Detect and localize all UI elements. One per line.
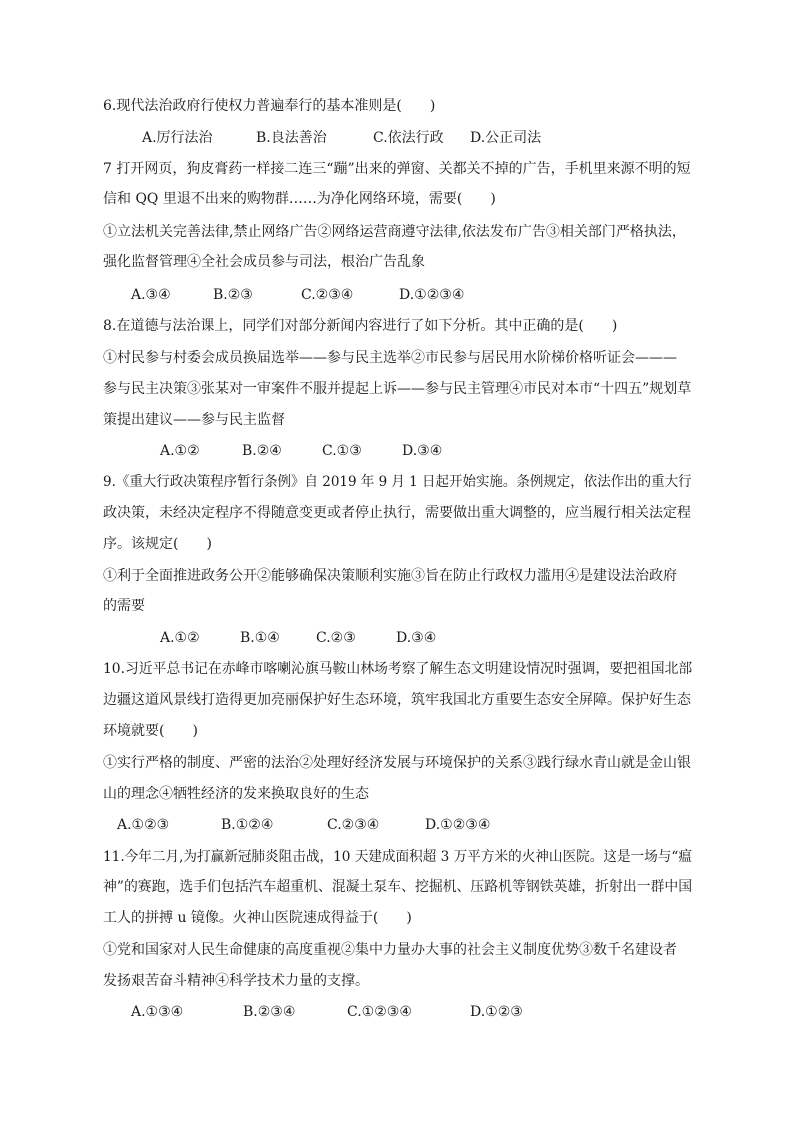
q8-statements-line-1: ①村民参与村委会成员换届选举——参与民主选举②市民参与居民用水阶梯价格听证会——— bbox=[103, 350, 677, 366]
q11-stem-line-1: 11.今年二月,为打赢新冠肺炎阻击战，10 天建成面积超 3 万平方米的火神山医院。这是一场与“瘟 bbox=[103, 849, 692, 865]
q10-option-a: A.①②③ bbox=[117, 817, 170, 833]
q11-stem-line-2: 神”的赛跑，选手们包括汽车超重机、混凝土泵车、挖掘机、压路机等钢铁英雄，折射出一群中国 bbox=[103, 879, 693, 895]
q8-statements-line-2: 参与民主决策③张某对一审案件不服并提起上诉——参与民主管理④市民对本市“十四五”规划草 bbox=[103, 381, 692, 397]
q7-stem-line-1: 7 打开网页，狗皮膏药一样接二连三“蹦”出来的弹窗、关都关不掉的广告，手机里来源不明的短 bbox=[103, 161, 691, 177]
q11-option-c: C.①②③④ bbox=[347, 1004, 412, 1020]
q9-stem-line-3: 序。该规定( ) bbox=[103, 536, 212, 552]
q11-statements-line-2: 发扬艰苦奋斗精神④科学技术力量的支撑。 bbox=[103, 973, 369, 989]
q10-statements-line-1: ①实行严格的制度、严密的法治②处理好经济发展与环境保护的关系③践行绿水青山就是金山银 bbox=[103, 755, 691, 771]
q8-stem: 8.在道德与法治课上，同学们对部分新闻内容进行了如下分析。其中正确的是( ) bbox=[103, 318, 618, 334]
q9-option-c: C.②③ bbox=[316, 630, 356, 646]
q9-option-a: A.①② bbox=[160, 630, 200, 646]
q8-option-d: D.③④ bbox=[402, 443, 443, 459]
q8-option-c: C.①③ bbox=[322, 443, 362, 459]
q10-statements-line-2: 山的理念④牺牲经济的发来换取良好的生态 bbox=[103, 786, 369, 802]
q9-stem-line-1: 9.《重大行政决策程序暂行条例》自 2019 年 9 月 1 日起开始实施。条例规定，依法作出的重大行 bbox=[103, 474, 692, 490]
q7-option-c: C.②③④ bbox=[301, 287, 354, 303]
q7-option-b: B.②③ bbox=[213, 287, 253, 303]
q8-statements-line-3: 策提出建议——参与民主监督 bbox=[103, 412, 285, 428]
q6-option-b: B.良法善治 bbox=[256, 130, 327, 146]
q6-stem: 6.现代法治政府行使权力普遍奉行的基本准则是( ) bbox=[103, 98, 436, 114]
q11-option-a: A.①③④ bbox=[131, 1004, 184, 1020]
q8-option-a: A.①② bbox=[160, 443, 200, 459]
q9-stem-line-2: 政决策，未经决定程序不得随意变更或者停止执行，需要做出重大调整的，应当履行相关法定程 bbox=[103, 505, 691, 521]
q9-option-d: D.③④ bbox=[396, 630, 437, 646]
q11-option-d: D.①②③ bbox=[470, 1004, 523, 1020]
q10-option-d: D.①②③④ bbox=[425, 817, 491, 833]
q9-statements-line-1: ①利于全面推进政务公开②能够确保决策顺利实施③旨在防止行政权力滥用④是建设法治政府 bbox=[103, 568, 677, 584]
q6-option-a: A.厉行法治 bbox=[142, 130, 213, 146]
q7-statements-line-2: 强化监督管理④全社会成员参与司法，根治广告乱象 bbox=[103, 254, 425, 270]
q10-stem-line-1: 10.习近平总书记在赤峰市喀喇沁旗马鞍山林场考察了解生态文明建设情况时强调，要把祖国北部 bbox=[103, 661, 693, 677]
q7-option-d: D.①②③④ bbox=[399, 287, 465, 303]
q7-statements-line-1: ①立法机关完善法律,禁止网络广告②网络运营商遵守法律,依法发布广告③相关部门严格执法， bbox=[103, 224, 686, 240]
q11-stem-line-3: 工人的拼搏 u 镜像。火神山医院速成得益于( ) bbox=[103, 910, 412, 926]
q6-option-d: D.公正司法 bbox=[470, 130, 542, 146]
q11-statements-line-1: ①党和国家对人民生命健康的高度重视②集中力量办大事的社会主义制度优势③数千名建设者 bbox=[103, 942, 677, 958]
q9-statements-line-2: 的需要 bbox=[103, 598, 145, 614]
q8-option-b: B.②④ bbox=[242, 443, 282, 459]
q10-stem-line-3: 环境就要( ) bbox=[103, 723, 198, 739]
q10-stem-line-2: 边疆这道风景线打造得更加亮丽保护好生态环境，筑牢我国北方重要生态安全屏障。保护好生态 bbox=[103, 692, 691, 708]
q11-option-b: B.②③④ bbox=[243, 1004, 296, 1020]
q10-option-b: B.①②④ bbox=[221, 817, 274, 833]
q6-option-c: C.依法行政 bbox=[373, 130, 444, 146]
q9-option-b: B.①④ bbox=[240, 630, 280, 646]
q10-option-c: C.②③④ bbox=[327, 817, 380, 833]
q7-stem-line-2: 信和 QQ 里退不出来的购物群……为净化网络环境，需要( ) bbox=[103, 191, 496, 207]
q7-option-a: A.③④ bbox=[131, 287, 171, 303]
